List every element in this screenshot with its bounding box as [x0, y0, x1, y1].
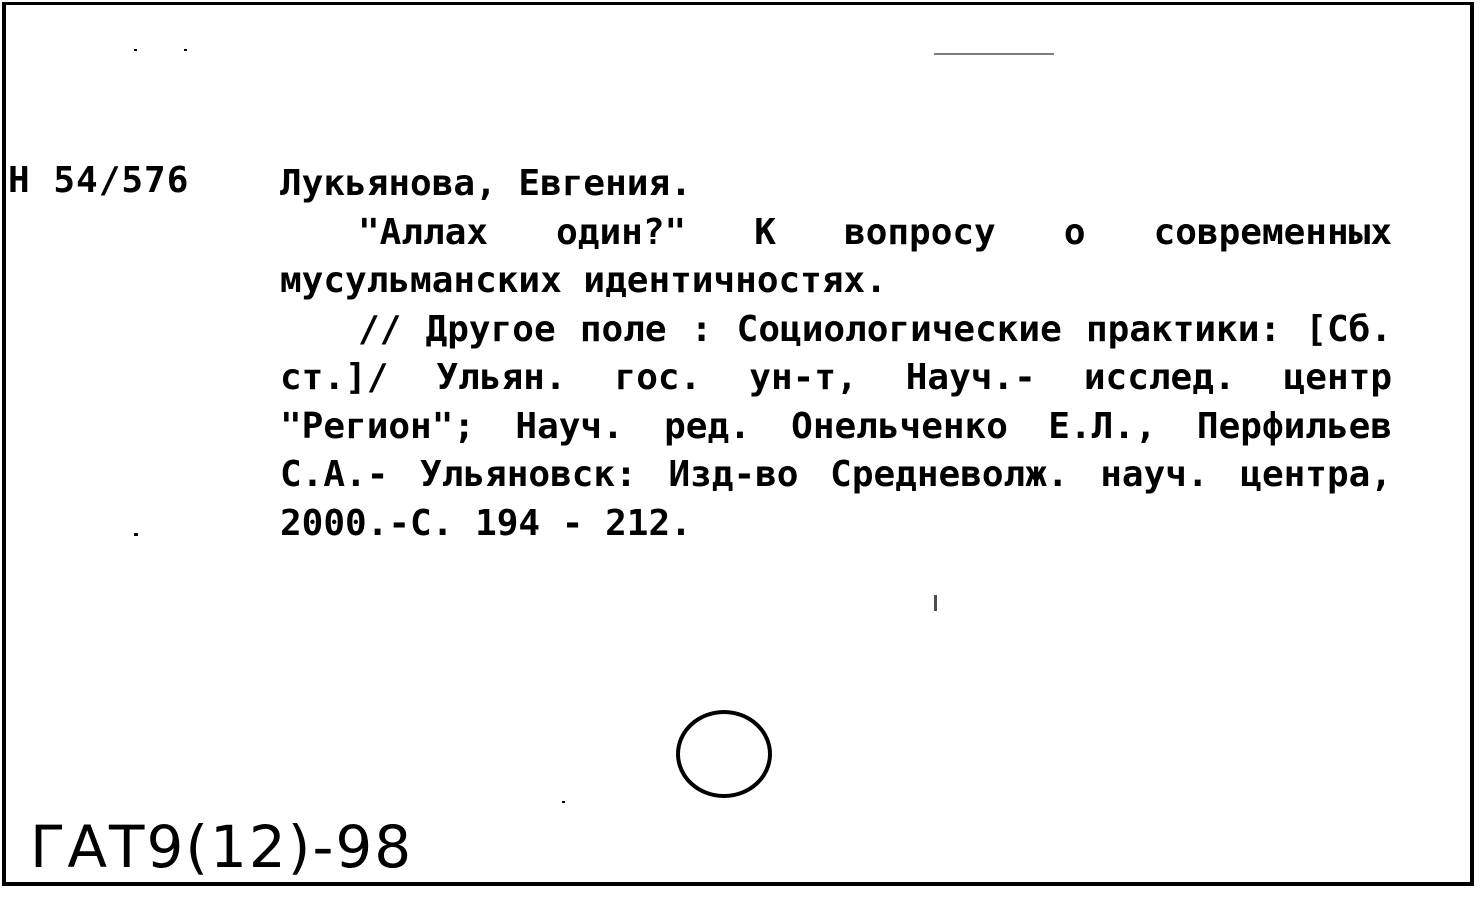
author-heading: Лукьянова, Евгения.: [280, 163, 692, 204]
scan-speck: [934, 53, 1054, 55]
scan-speck: [934, 595, 937, 611]
source-description: // Другое поле : Социологические практики: [Сб. ст.]/ Ульян. гос. ун-т, Науч.- исслед. центр "Регион"; Науч. ред. Онельченко Е.Л., Перфильев С.А.- Ульяновск: Изд-во Средневолж. науч. центра, 2000.-С. 194 - 212.: [280, 308, 1392, 544]
scan-speck: [134, 49, 137, 51]
scan-speck: [134, 533, 138, 536]
bibliographic-entry: [280, 160, 1392, 548]
work-title: "Аллах один?" К вопросу о современных мусульманских идентичностях.: [280, 211, 1392, 301]
handwritten-classification-code: ГАТ9(12)-98: [30, 813, 414, 881]
punch-hole: [676, 710, 772, 798]
scan-speck: [562, 801, 565, 803]
scan-speck: [184, 49, 187, 51]
shelfmark: Н 54/576: [8, 160, 190, 201]
